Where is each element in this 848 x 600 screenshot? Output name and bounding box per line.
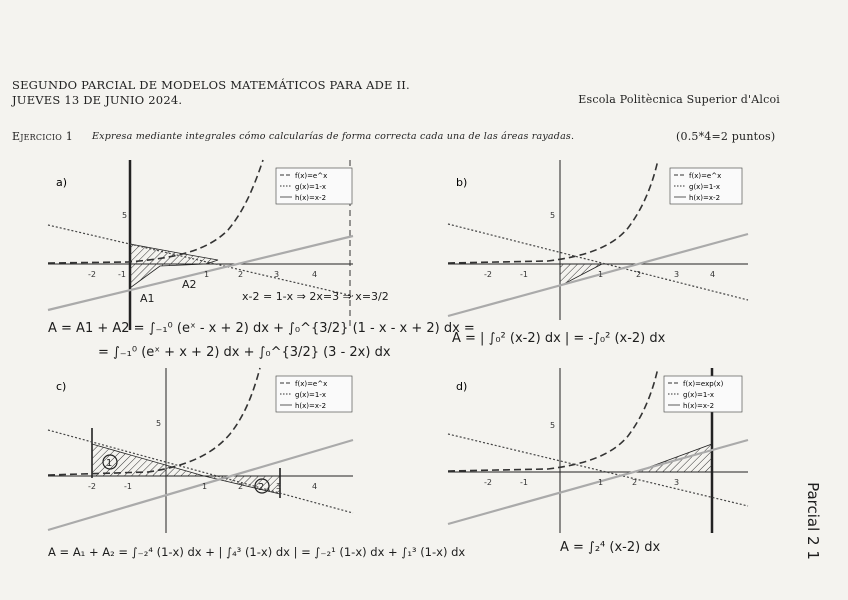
institution-name: Escola Politècnica Superior d'Alcoi [578, 93, 780, 106]
exercise-points: (0.5*4=2 puntos) [676, 130, 776, 143]
answer-line-1: A = A1 + A2 = ∫₋₁⁰ (eˣ - x + 2) dx + ∫₀^{3/2} (1 - x - x + 2) dx = [48, 321, 475, 336]
legend [276, 168, 352, 204]
tick-label: 2 [632, 478, 638, 487]
plot-a-answer [48, 312, 475, 364]
tick-label: -2 [88, 270, 96, 279]
plot-d [448, 368, 748, 533]
exam-date: JUEVES 13 DE JUNIO 2024. [12, 93, 183, 107]
tick-label: 4 [312, 482, 318, 491]
tick-label: -2 [88, 482, 96, 491]
plot-d-label: d) [456, 380, 468, 393]
plot-c-label: c) [56, 380, 67, 393]
plot-b-answer [452, 318, 752, 358]
answer-b: A = | ∫₀² (x-2) dx | = -∫₀² (x-2) dx [452, 331, 666, 346]
plot-b [448, 160, 748, 320]
legend-entry: h(x)=x-2 [683, 402, 715, 410]
g-line [48, 225, 353, 296]
legend-entry: f(x)=exp(x) [683, 380, 724, 388]
tick-label: 2 [636, 270, 642, 279]
legend-entry: h(x)=x-2 [295, 194, 327, 202]
tick-label: 4 [312, 270, 318, 279]
plot-a-label: a) [56, 176, 68, 189]
tick-label: 2 [238, 482, 244, 491]
exercise-label: Ejercicio 1 [12, 130, 73, 143]
plot-d-answer [560, 525, 760, 569]
tick-label: 1 [202, 482, 208, 491]
plot-b-label: b) [456, 176, 468, 189]
tick-label: 5 [550, 211, 556, 220]
f-curve [448, 368, 658, 471]
exam-title: SEGUNDO PARCIAL DE MODELOS MATEMÁTICOS PARA ADE II. [12, 78, 410, 92]
tick-label: 4 [710, 270, 716, 279]
legend-entry: g(x)=1-x [295, 391, 327, 399]
legend-entry: h(x)=x-2 [689, 194, 721, 202]
tick-label: -1 [520, 478, 528, 487]
tick-label: -1 [124, 482, 132, 491]
tick-label: 2 [238, 270, 244, 279]
tick-label: -1 [118, 270, 126, 279]
answer-c: A = A₁ + A₂ = ∫₋₂⁴ (1-x) dx + | ∫₄³ (1-x) dx | = ∫₋₂¹ (1-x) dx + ∫₁³ (1-x) dx [48, 545, 466, 559]
tick-label: 5 [550, 421, 556, 430]
tick-label: 1 [598, 478, 604, 487]
legend-entry: f(x)=e^x [689, 172, 722, 180]
legend-entry: f(x)=e^x [295, 380, 328, 388]
f-curve [48, 160, 263, 263]
legend-entry: g(x)=1-x [295, 183, 327, 191]
legend-entry: f(x)=e^x [295, 172, 328, 180]
annotation-a1: A1 [140, 292, 155, 305]
tick-label: 3 [274, 270, 280, 279]
plot-a [48, 160, 389, 330]
tick-label: 5 [122, 211, 128, 220]
legend-entry: g(x)=1-x [689, 183, 721, 191]
legend-entry: h(x)=x-2 [295, 402, 327, 410]
legend [276, 376, 352, 412]
plot-c [48, 368, 358, 533]
exercise-statement: Expresa mediante integrales cómo calcularías de forma correcta cada una de las áreas rayadas. [92, 131, 575, 142]
tick-label: -2 [484, 270, 492, 279]
tick-label: 3 [674, 478, 680, 487]
tick-label: -2 [484, 478, 492, 487]
legend [664, 376, 742, 412]
tick-label: 5 [156, 419, 162, 428]
tick-label: 3 [674, 270, 680, 279]
plot-c-answer [48, 530, 468, 574]
region-1-label: 1 [106, 458, 113, 469]
tick-label: 1 [598, 270, 604, 279]
answer-line-2: = ∫₋₁⁰ (eˣ + x + 2) dx + ∫₀^{3/2} (3 - 2x) dx [98, 345, 391, 360]
legend [670, 168, 742, 204]
legend-entry: g(x)=1-x [683, 391, 715, 399]
tick-label: 1 [204, 270, 210, 279]
handwritten-side-note: Parcial 2 1 [804, 482, 823, 560]
intersection-note: x-2 = 1-x ⇒ 2x=3 ⇒ x=3/2 [242, 290, 389, 303]
region-2-label: 2 [258, 482, 265, 493]
tick-label: -1 [520, 270, 528, 279]
tick-label: 3 [276, 482, 282, 491]
answer-d: A = ∫₂⁴ (x-2) dx [560, 540, 661, 555]
annotation-a2: A2 [182, 278, 197, 291]
hatched-region-a [130, 244, 218, 288]
